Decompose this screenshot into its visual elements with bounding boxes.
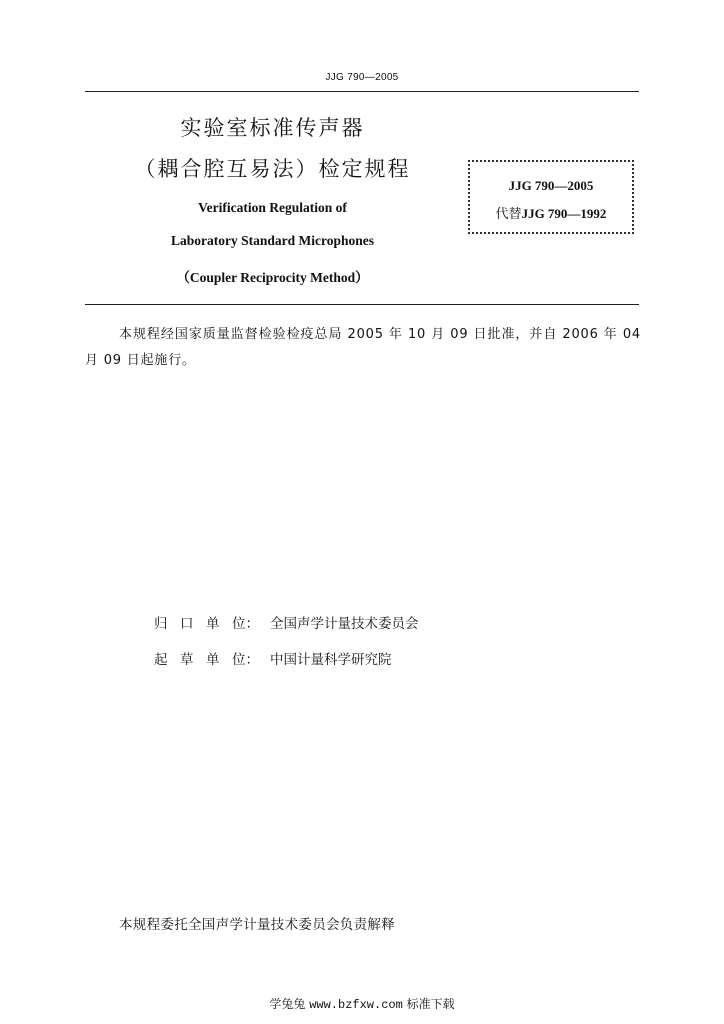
responsible-unit-value: 全国声学计量技术委员会 — [270, 616, 419, 632]
title-english-line-3: （Coupler Reciprocity Method） — [176, 270, 369, 285]
standard-code-box — [468, 160, 634, 234]
title-english-line-2: Laboratory Standard Microphones — [170, 233, 374, 248]
label-char: 草 — [180, 652, 194, 668]
header-rule — [85, 91, 639, 92]
footer-tagline: 标准下载 — [406, 997, 455, 1011]
footer-url[interactable]: www.bzfxw.com — [309, 998, 403, 1012]
responsible-unit-label — [154, 612, 270, 632]
title-english-line-1: Verification Regulation of — [198, 200, 347, 215]
approval-statement: 本规程经国家质量监督检验检疫总局 2005 年 10 月 09 日批准，并自 2006 年 04 月 09 日起施行。 — [85, 327, 641, 368]
label-char: 位 — [232, 616, 246, 632]
header-standard-code: JJG 790—2005 — [325, 72, 399, 83]
replaces-line — [470, 203, 632, 222]
title-chinese-line-2: （耦合腔互易法）检定规程 — [134, 157, 411, 181]
responsible-unit-row — [154, 612, 419, 632]
label-colon: ： — [245, 652, 259, 668]
replaces-prefix: 代替 — [495, 207, 522, 222]
label-char: 归 — [154, 616, 168, 632]
replaced-standard-code: JJG 790—1992 — [521, 206, 607, 221]
interpretation-statement: 本规程委托全国声学计量技术委员会负责解释 — [119, 917, 395, 933]
section-rule — [85, 304, 639, 305]
label-char: 单 — [206, 616, 220, 632]
footer-site-name: 学兔兔 — [269, 997, 306, 1011]
drafting-unit-row — [154, 648, 392, 668]
drafting-unit-label — [154, 648, 270, 668]
label-char: 单 — [206, 652, 220, 668]
footer-watermark — [0, 995, 724, 1012]
label-char: 口 — [180, 616, 194, 632]
label-char: 起 — [154, 652, 168, 668]
drafting-unit-value: 中国计量科学研究院 — [270, 652, 392, 668]
title-chinese-line-1: 实验室标准传声器 — [180, 116, 365, 140]
standard-code: JJG 790—2005 — [508, 178, 594, 193]
label-char: 位 — [232, 652, 246, 668]
label-colon: ： — [245, 616, 259, 632]
